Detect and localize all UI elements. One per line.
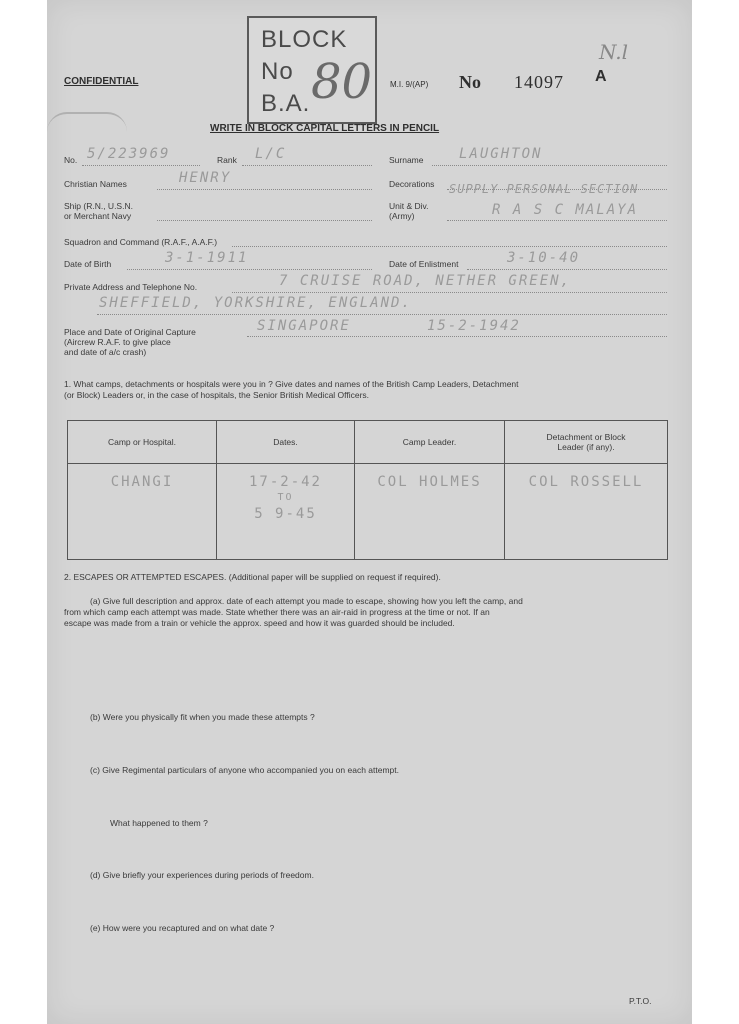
pto-label: P.T.O. (629, 996, 652, 1006)
stamp-line-3: B.A. (261, 90, 311, 117)
unit-label (389, 201, 429, 221)
camp-table-header (68, 421, 668, 464)
cell-camp: CHANGI (68, 464, 217, 560)
form-page (47, 0, 692, 1024)
address-value-line-2: SHEFFIELD, YORKSHIRE, ENGLAND. (99, 295, 412, 311)
ship-label-line-1: Ship (R.N., U.S.N. (64, 201, 133, 211)
surname-value: LAUGHTON (459, 146, 543, 162)
stamp-number: 80 (311, 54, 373, 110)
unit-value-line-1: SUPPLY PERSONAL SECTION (449, 182, 639, 196)
question-2c-followup: What happened to them ? (110, 818, 208, 828)
header-block-leader-line-2: Leader (if any). (557, 442, 615, 452)
question-2b: (b) Were you physically fit when you made these attempts ? (90, 712, 315, 722)
enlistment-value: 3-10-40 (507, 250, 581, 266)
question-2a-line-2: from which camp each attempt was made. State whether there was an air-raid in progress at the time or not. If an (64, 607, 490, 617)
cell-block-leader: COL ROSSELL (505, 464, 668, 560)
no-label: No. (64, 155, 78, 165)
stamp-line-2: No (261, 58, 294, 85)
date-from: 17-2-42 (248, 474, 322, 490)
rank-value: L/C (255, 146, 287, 162)
question-1 (64, 379, 519, 401)
corner-pencil-mark: N.l (599, 40, 628, 64)
form-letter: A (595, 68, 607, 85)
surname-label: Surname (389, 155, 424, 165)
capture-place: SINGAPORE (257, 318, 351, 334)
table-row (68, 464, 668, 560)
question-2a-line-3: escape was made from a train or vehicle the approx. speed and how it was guarded should be included. (64, 618, 455, 628)
capture-label-line-2: (Aircrew R.A.F. to give place (64, 337, 171, 347)
question-2a-line-1: (a) Give full description and approx. date of each attempt you made to escape, showing how you left the camp, and (90, 596, 523, 606)
address-label: Private Address and Telephone No. (64, 282, 198, 292)
stamp-line-1: BLOCK (261, 26, 348, 53)
confidential-label: CONFIDENTIAL (64, 76, 139, 87)
ship-label (64, 201, 133, 221)
block-stamp (247, 16, 377, 124)
capture-label (64, 327, 196, 357)
dob-label: Date of Birth (64, 259, 112, 269)
capture-label-line-1: Place and Date of Original Capture (64, 327, 196, 337)
unit-label-line-1: Unit & Div. (389, 201, 429, 211)
question-2c: (c) Give Regimental particulars of anyone who accompanied you on each attempt. (90, 765, 399, 775)
decorations-label: Decorations (389, 179, 435, 189)
question-1-line-2: (or Block) Leaders or, in the case of hospitals, the Senior British Medical Officers. (64, 390, 370, 400)
dob-value: 3-1-1911 (165, 250, 249, 266)
rank-label: Rank (217, 155, 237, 165)
question-2d: (d) Give briefly your experiences during periods of freedom. (90, 870, 314, 880)
christian-names-value: HENRY (179, 170, 232, 186)
header-block-leader (505, 421, 668, 464)
header-dates: Dates. (217, 421, 355, 464)
unit-label-line-2: (Army) (389, 211, 415, 221)
date-to: 5 9-45 (254, 506, 317, 522)
christian-names-label: Christian Names (64, 179, 127, 189)
date-to-word: TO (277, 492, 294, 503)
serial-number: 14097 (514, 72, 564, 92)
question-1-line-1: 1. What camps, detachments or hospitals were you in ? Give dates and names of the British Camp Leaders, Detachment (64, 379, 519, 389)
address-value-line-1: 7 CRUISE ROAD, NETHER GREEN, (279, 273, 572, 289)
form-reference: M.I. 9/(AP) (390, 80, 429, 89)
paper-fold (47, 112, 127, 132)
serial-no-label: No (459, 72, 481, 92)
capture-label-line-3: and date of a/c crash) (64, 347, 147, 357)
no-value: 5/223969 (87, 146, 171, 162)
question-2a (64, 596, 674, 629)
cell-camp-leader: COL HOLMES (355, 464, 505, 560)
camp-table (67, 420, 668, 560)
instruction-banner: WRITE IN BLOCK CAPITAL LETTERS IN PENCIL (210, 123, 440, 134)
header-camp: Camp or Hospital. (68, 421, 217, 464)
question-2-title: 2. ESCAPES OR ATTEMPTED ESCAPES. (Additional paper will be supplied on request if required). (64, 572, 441, 582)
header-camp-leader: Camp Leader. (355, 421, 505, 464)
cell-dates (217, 464, 355, 560)
header-block-leader-line-1: Detachment or Block (546, 432, 626, 442)
unit-value-line-2: R A S C MALAYA (492, 202, 639, 218)
capture-date: 15-2-1942 (427, 318, 521, 334)
enlistment-label: Date of Enlistment (389, 259, 459, 269)
ship-label-line-2: or Merchant Navy (64, 211, 132, 221)
squadron-label: Squadron and Command (R.A.F., A.A.F.) (64, 237, 218, 247)
question-2e: (e) How were you recaptured and on what date ? (90, 923, 275, 933)
